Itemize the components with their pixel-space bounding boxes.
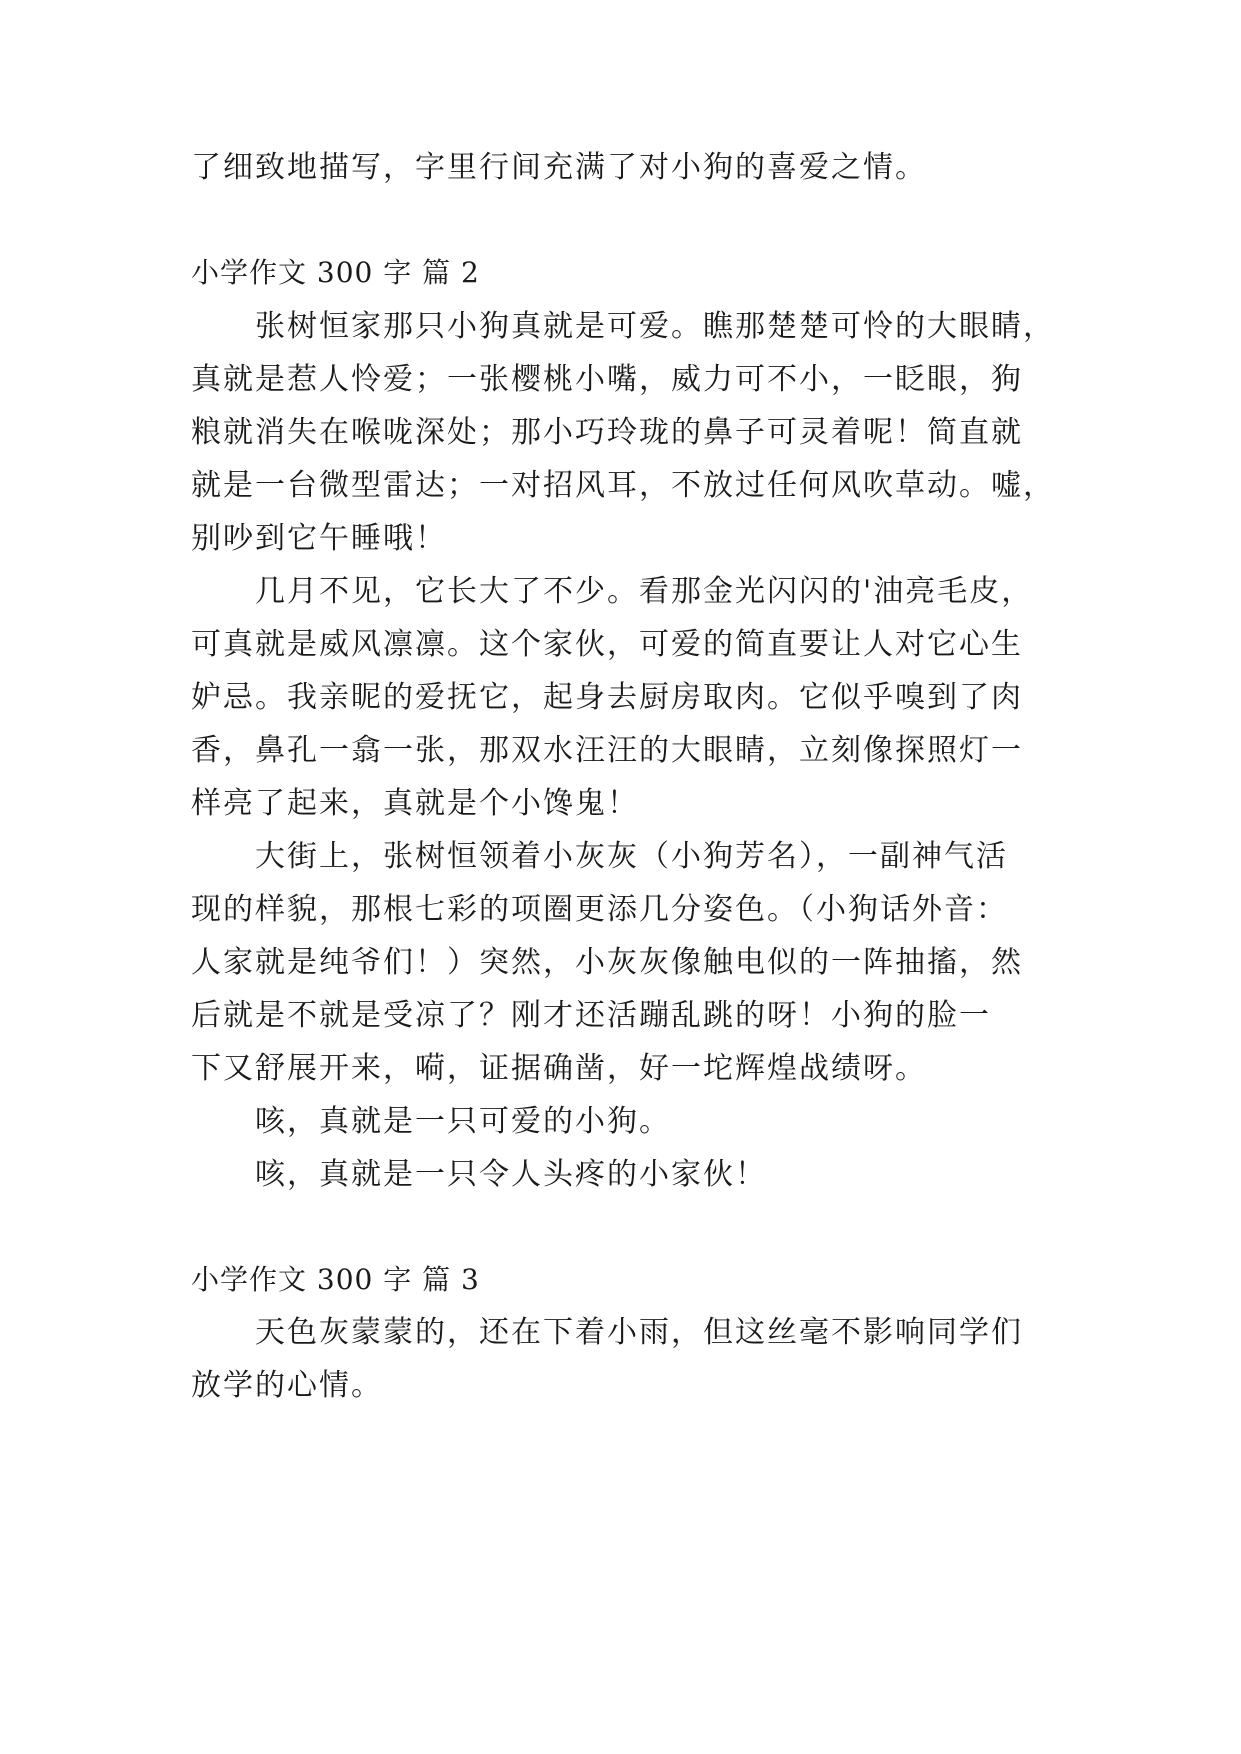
essay-3-heading: 小学作文 300 字 篇 3 [191, 1263, 480, 1296]
essay-2-p3-line-1: 大街上，张树恒领着小灰灰（小狗芳名），一副神气活 [255, 839, 1008, 874]
essay-2-p1-line-1: 张树恒家那只小狗真就是可爱。瞧那楚楚可怜的大眼睛， [255, 309, 1055, 344]
opening-line: 了细致地描写，字里行间充满了对小狗的喜爱之情。 [191, 150, 927, 185]
essay-2-p2-line-4: 香，鼻孔一翕一张，那双水汪汪的大眼睛，立刻像探照灯一 [191, 733, 1023, 768]
essay-2-p1-line-5: 别吵到它午睡哦！ [191, 521, 447, 556]
essay-2-p5: 咳，真就是一只令人头疼的小家伙！ [255, 1157, 767, 1192]
essay-2-p2-line-3: 妒忌。我亲昵的爱抚它，起身去厨房取肉。它似乎嗅到了肉 [191, 680, 1023, 715]
essay-3-p1-line-2: 放学的心情。 [191, 1368, 383, 1403]
essay-2-p1-line-4: 就是一台微型雷达；一对招风耳，不放过任何风吹草动。嘘， [191, 468, 1055, 503]
essay-2-p3-line-3: 人家就是纯爷们！）突然，小灰灰像触电似的一阵抽搐，然 [191, 945, 1023, 980]
essay-2-p2-line-2: 可真就是威风凛凛。这个家伙，可爱的简直要让人对它心生 [191, 627, 1023, 662]
essay-2-heading: 小学作文 300 字 篇 2 [191, 256, 480, 289]
essay-2-p3-line-2: 现的样貌，那根七彩的项圈更添几分姿色。（小狗话外音： [191, 892, 1008, 927]
essay-2-p2-line-1: 几月不见，它长大了不少。看那金光闪闪的'油亮毛皮， [255, 574, 1034, 609]
essay-2-p3-line-4: 后就是不就是受凉了？刚才还活蹦乱跳的呀！小狗的脸一 [191, 998, 991, 1033]
essay-2-p1-line-2: 真就是惹人怜爱；一张樱桃小嘴，威力可不小，一眨眼，狗 [191, 362, 1023, 397]
essay-3-p1-line-1: 天色灰蒙蒙的，还在下着小雨，但这丝毫不影响同学们 [255, 1315, 1023, 1350]
essay-2-p3-line-5: 下又舒展开来，嗬，证据确凿，好一坨辉煌战绩呀。 [191, 1051, 927, 1086]
essay-2-p1-line-3: 粮就消失在喉咙深处；那小巧玲珑的鼻子可灵着呢！简直就 [191, 415, 1023, 450]
essay-2-p2-line-5: 样亮了起来，真就是个小馋鬼！ [191, 786, 639, 821]
essay-2-p4: 咳，真就是一只可爱的小狗。 [255, 1104, 671, 1139]
